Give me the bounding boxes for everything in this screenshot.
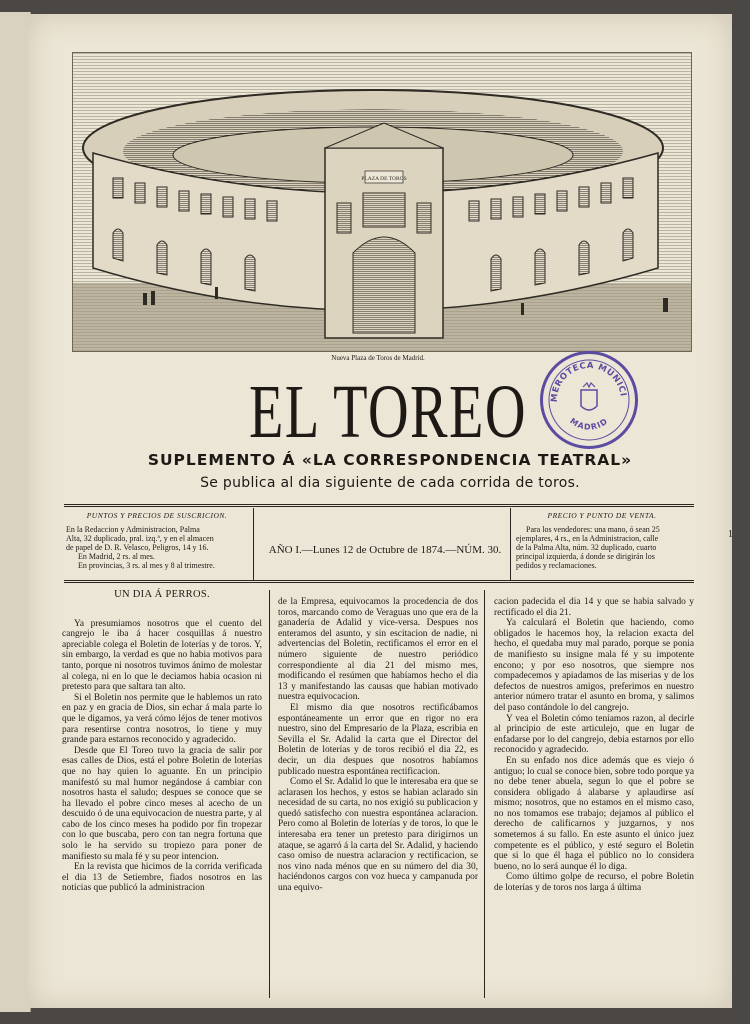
masthead-subtitle: SUPLEMENTO Á «LA CORRESPONDENCIA TEATRAL» [147, 451, 633, 469]
paragraph: Si el Boletin nos permite que le hablemos un rato en paz y en gracia de Dios, sin echar á mala parte lo que le digamos, ya verá cómo léjos de tener motivos para resentirse contra nosotros, lo tiene y muy grande para estarnos reconocido y agradecido. [62, 692, 262, 746]
column-rule-1 [269, 590, 270, 998]
bullring-illustration [73, 53, 691, 351]
paragraph: cacion padecida el dia 14 y que se habia salvado y rectificado el dia 21. [494, 597, 694, 618]
article-column-1 [62, 590, 262, 894]
masthead-title: EL TOREO [249, 370, 527, 454]
gate-sign-text: PLAZA DE TOROS [361, 176, 407, 182]
article-title: UN DIA Á PERROS. [114, 589, 210, 600]
masthead-tagline: Se publica al dia siguiente de cada corrida de toros. [200, 475, 580, 491]
svg-text:MADRID [568, 416, 609, 431]
paragraph: Como último golpe de recurso, el pobre Boletin de loterías y de toros nos larga á última [494, 872, 694, 894]
subscription-box [66, 512, 248, 571]
sales-line: pedidos y reclamaciones. [516, 561, 597, 571]
divider-right [510, 508, 511, 580]
bullring-engraving [72, 52, 692, 352]
paragraph: Ya presumiamos nosotros que el cuento del cangrejo le iba á hacer cosquillas á nuestro apreciable colega el Boletin de loterías y de toros. Y, sin embargo, la verdad es que no habia motivos para tanto, porque ni nosotros tuvimos ánimo de molestar al colega, ni en lo que le deciamos habia ocasion ni pretesto para que saltara tan alto. [62, 618, 262, 693]
sales-line: Para los vendedores: una mano, ó sean 25 [526, 524, 660, 534]
main-gate-arch [353, 237, 415, 333]
divider-bottom [64, 580, 694, 581]
paragraph: En su enfado nos dice además que es viejo ó antiguo; lo cual se conoce bien, sobre todo porque ya no debe tener abuela, segun lo que el pobre se considera obligado á alabarse y aplaudirse así mismo; nosotros, que no estamos en el mismo caso, no nos tomamos ese trabajo; dejamos al público el derecho de calificarnos y juzgarnos, y nos sometemos á su fallo. En este asunto el único juez competente es el público, y esté seguro el Boletin que si lo que él haga el público no lo considera bueno, no lo será aunque él lo diga. [494, 755, 694, 872]
paragraph: Ya calculará el Boletin que haciendo, como obligados le hacemos hoy, la relacion exacta del hecho, el quedaba muy mal parado, porque se ponia de manifiesto su insigne mala fé y su impotente encono; y por eso nosotros, que siempre nos compadecemos y apiadamos de las miserias y de los defectos de nuestros amigos, preferimos en nuestro anterior número tratar el asunto en broma, y salimos del paso contándole lo del cangrejo. [494, 618, 694, 713]
subscription-line: En provincias, 3 rs. al mes y 8 al trimestre. [78, 561, 215, 571]
stamp-text-bottom: MADRID [568, 416, 610, 432]
article-column-2 [278, 597, 478, 894]
subscription-line: En Madrid, 2 rs. al mes. [78, 552, 155, 562]
paragraph: Desde que El Toreo tuvo la gracia de salir por esas calles de Dios, está el pobre Boletin de loterías que no hay quien lo aguante. En un principio manifestó su mal humor negándose á cambiar con nosotros hasta el saludo; despues se conoce que se ha llevado el pobre cinco meses al acecho de un descuido ó de una equivocacion de nuestra parte, y al cabo de los cinco meses ha podido por fin tropezar con lo que buscaba, pero con tan negra fortuna que solo le ha servido su tropiezo para poner de manifiesto su mala fé y su peor intencion. [62, 745, 262, 862]
stamp-seal-icon [543, 354, 635, 446]
paragraph: de la Empresa, equivocamos la procedencia de dos toros, marcando como de Veraguas uno que era de la ganadería de Adalid y vice-versa. Despues nos enteramos del asunto, y sin escitacion de nadie, ni advertencias del Boletin, rectificamos el error en el número siguiente de nuestro periódico correspondiente al dia 21 del mismo mes, modificando el resúmen que habíamos hecho el dia 13 y manifestando las causas que habian motivado nuestra equivocacion. [278, 597, 478, 703]
paragraph: Como el Sr. Adalid lo que le interesaba era que se aclarasen los hechos, y estos se habian aclarado sin necesidad de su carta, no nos exigió su publicacion y quedó satisfecho con nuestra espontánea aclaracion. Pero como al Boletin de loterías y de toros, lo que le interesaba era tener un pretesto para dirigirnos un ataque, se agarró á la carta del Sr. Adalid, y haciendo caso omiso de nuestra aclaracion y rectificacion, se nos vino nada ménos que en su número del dia 30, haciéndonos cargos con voz hueca y campanuda por una equivo- [278, 777, 478, 894]
paragraph: Y vea el Boletin cómo teníamos razon, al decirle al principio de este articulejo, que en lugar de enfadarse por lo del cangrejo, debia estarnos por ello reconocido y agradecido. [494, 713, 694, 756]
library-stamp [540, 351, 638, 449]
paragraph: En la revista que hicimos de la corrida verificada el dia 13 de Setiembre, fiados nosotros en las noticias que publicó la administracion [62, 862, 262, 894]
stamp-text-top: MEROTECA MUNICI [549, 360, 628, 403]
page-mark: 1 [728, 529, 733, 540]
sales-box [516, 512, 688, 571]
newspaper-page [28, 14, 732, 1008]
sales-line: de la Palma Alta, núm. 32 duplicado, cuarto [516, 543, 657, 552]
adjacent-page-edge [0, 12, 31, 1012]
illustration-caption: Nueva Plaza de Toros de Madrid. [331, 354, 425, 362]
subscription-heading: PUNTOS Y PRECIOS DE SUSCRICION. [86, 511, 228, 520]
sales-line: principal izquierda, á donde se dirigirán los [516, 552, 655, 562]
subscription-line: de papel de D. R. Velasco, Peligros, 14 y 16. [66, 543, 209, 552]
divider-top [64, 504, 694, 505]
sales-line: ejemplares, 4 rs., en la Administracion, calle [516, 533, 659, 543]
subscription-line: En la Redaccion y Administracion, Palma [66, 524, 200, 534]
paragraph: El mismo dia que nosotros rectificábamos espontáneamente un error que en rigor no era nuestro, sino del Empresario de la Plaza, escribia en Sevilla el Sr. Adalid la carta que el Director del Boletin de loterías y de toros recibió el dia 22, es decir, un dia despues que nosotros habíamos publicado nuestra espontánea rectificacion. [278, 702, 478, 777]
subscription-line: Alta, 32 duplicado, pral. izq.ª, y en el almacen [66, 533, 214, 543]
article-column-3 [494, 597, 694, 894]
sales-heading: PRECIO Y PUNTO DE VENTA. [547, 511, 657, 520]
issue-line: AÑO I.—Lunes 12 de Octubre de 1874.—NÚM. 30. [268, 544, 502, 556]
divider-left [253, 508, 254, 580]
column-rule-2 [484, 590, 485, 998]
